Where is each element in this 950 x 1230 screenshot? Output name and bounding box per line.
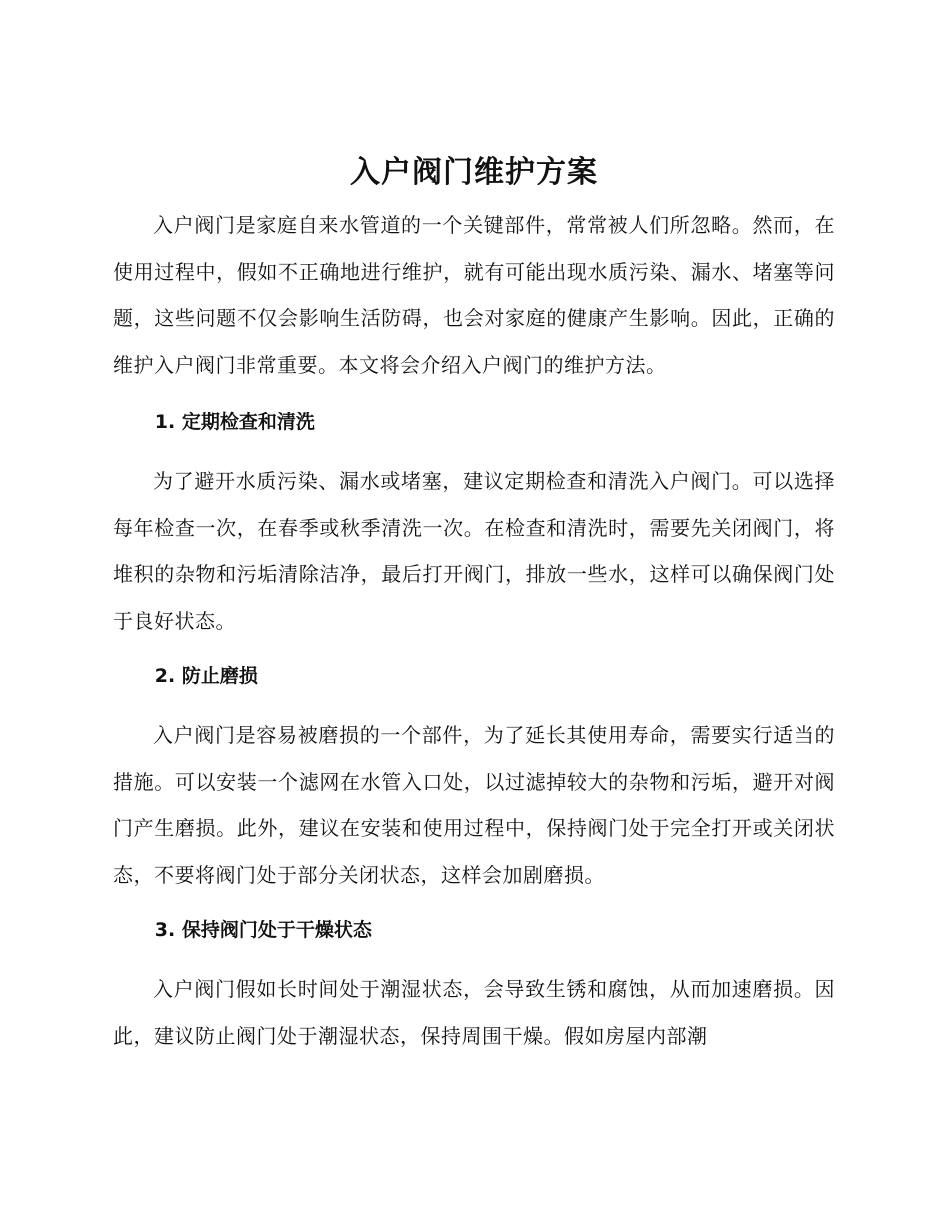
section-heading-1: 1. 定期检查和清洗 bbox=[154, 411, 315, 433]
intro-paragraph: 入户阀门是家庭自来水管道的一个关键部件，常常被人们所忽略。然而，在使用过程中，假如不正确地进行维护，就有可能出现水质污染、漏水、堵塞等问题，这些问题不仅会影响生活防碍，也会对家庭的健康产生影响。因此，正确的维护入户阀门非常重要。本文将会介绍入户阀门的维护方法。 bbox=[113, 213, 835, 377]
section-body-3: 入户阀门假如长时间处于潮湿状态，会导致生锈和腐蚀，从而加速磨损。因此，建议防止阀门处于潮湿状态，保持周围干燥。假如房屋内部潮 bbox=[113, 977, 835, 1048]
section-body-1: 为了避开水质污染、漏水或堵塞，建议定期检查和清洗入户阀门。可以选择每年检查一次，在春季或秋季清洗一次。在检查和清洗时，需要先关闭阀门，将堆积的杂物和污垢清除洁净，最后打开阀门，排放一些水，这样可以确保阀门处于良好状态。 bbox=[113, 469, 835, 633]
section-heading-2: 2. 防止磨损 bbox=[154, 665, 258, 687]
section-body-2: 入户阀门是容易被磨损的一个部件，为了延长其使用寿命，需要实行适当的措施。可以安装一个滤网在水管入口处，以过滤掉较大的杂物和污垢，避开对阀门产生磨损。此外，建议在安装和使用过程中，保持阀门处于完全打开或关闭状态，不要将阀门处于部分关闭状态，这样会加剧磨损。 bbox=[113, 723, 835, 887]
page-title: 入户阀门维护方案 bbox=[350, 155, 598, 190]
document-body bbox=[113, 148, 835, 1059]
section-heading-3: 3. 保持阀门处于干燥状态 bbox=[154, 919, 372, 941]
